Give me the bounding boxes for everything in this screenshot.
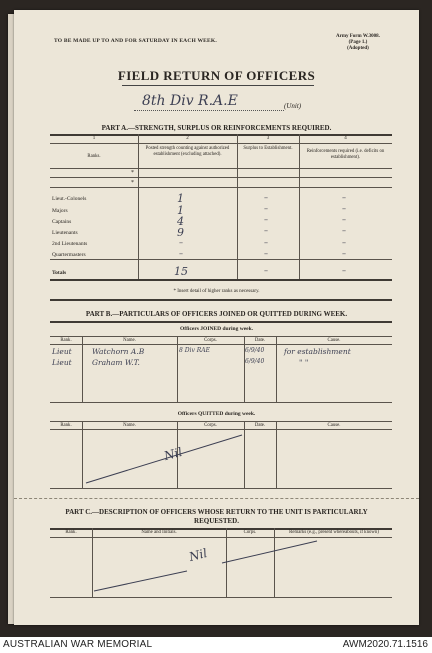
footer-accession-number: AWM2020.71.1516 xyxy=(342,639,428,650)
reinforcement-value: – xyxy=(342,226,346,235)
rank-label: Captains xyxy=(52,219,72,225)
part-b-heading: PART B.—PARTICULARS OF OFFICERS JOINED OR QUITTED DURING WEEK. xyxy=(85,310,348,318)
col-head-posted: Posted strength counting against authorized establishment (excluding attached). xyxy=(145,146,230,157)
posted-value: – xyxy=(179,249,183,258)
part-a-totals-rule xyxy=(50,259,392,260)
unit-dotted-line xyxy=(134,110,284,111)
reinforcement-value: – xyxy=(342,215,346,224)
part-a-footnote: * Insert detail of higher ranks as necessary. xyxy=(173,289,260,294)
joined-col-date: Date. xyxy=(254,338,266,343)
totals-surplus-value: – xyxy=(264,266,268,275)
col-head-surplus: Surplus to Establishment. xyxy=(243,146,293,151)
star-marker-1: * xyxy=(131,170,134,176)
rank-label: Lieut.-Colonels xyxy=(52,196,87,202)
part-a-footnote-rule xyxy=(50,299,392,301)
unit-value: 8th Div R.A.E xyxy=(142,93,238,109)
part-c-col-name: Name and Initials. xyxy=(141,530,177,535)
form-page xyxy=(14,10,419,625)
surplus-value: – xyxy=(264,215,268,224)
col-number-2: 2 xyxy=(186,136,189,141)
joined-col-corps: Corps. xyxy=(204,338,217,343)
rank-label: Majors xyxy=(52,208,68,214)
col-number-4: 4 xyxy=(344,136,347,141)
part-a-star-rule-1 xyxy=(50,177,392,178)
quitted-divider xyxy=(276,421,277,488)
posted-value: – xyxy=(179,238,183,247)
army-form-label: Army Form W.3008. xyxy=(336,34,380,39)
part-c-nil: Nil xyxy=(187,546,209,564)
posted-value: 9 xyxy=(177,226,184,239)
totals-posted-value: 15 xyxy=(174,265,188,278)
totals-reinforcement-value: – xyxy=(342,266,346,275)
top-note: TO BE MADE UP TO AND FOR SATURDAY IN EACH WEEK. xyxy=(54,38,217,44)
army-form-page: (Page 1.) xyxy=(348,40,368,45)
star-marker-2: * xyxy=(131,180,134,186)
surplus-value: – xyxy=(264,249,268,258)
reinforcement-value: – xyxy=(342,249,346,258)
part-a-head-rule xyxy=(50,168,392,169)
part-a-star-rule-2 xyxy=(50,187,392,188)
joined-bottom-rule xyxy=(50,402,392,403)
unit-label: (Unit) xyxy=(284,102,302,110)
part-a-col-divider-2 xyxy=(237,134,238,279)
col-head-ranks: Ranks. xyxy=(87,154,101,159)
part-c-col-corps: Corps. xyxy=(243,530,257,535)
part-a-bottom-rule xyxy=(50,279,392,281)
surplus-value: – xyxy=(264,204,268,213)
joined-date: 6/9/40 xyxy=(245,347,265,354)
joined-top-rule xyxy=(50,336,392,337)
joined-head-rule xyxy=(50,344,392,345)
col-number-1: 1 xyxy=(92,136,96,141)
posted-value: 1 xyxy=(177,204,184,217)
reinforcement-value: – xyxy=(342,238,346,247)
joined-col-rank: Rank. xyxy=(60,338,72,343)
surplus-value: – xyxy=(264,238,268,247)
part-b-rule xyxy=(50,321,392,323)
reinforcement-value: – xyxy=(342,193,346,202)
part-c-heading-1: PART C.—DESCRIPTION OF OFFICERS WHOSE RETURN TO THE UNIT IS PARTICULARLY xyxy=(65,508,368,516)
quitted-title: Officers QUITTED during week. xyxy=(177,411,256,417)
joined-date: 6/9/40 xyxy=(245,358,265,365)
surplus-value: – xyxy=(264,193,268,202)
quitted-bottom-rule xyxy=(50,488,392,489)
joined-name: Watchorn A.B xyxy=(92,347,145,356)
joined-cause: " " xyxy=(299,358,309,367)
quitted-col-cause: Cause. xyxy=(327,423,341,428)
quitted-top-rule xyxy=(50,421,392,422)
army-form-adopted: (Adopted) xyxy=(347,46,369,51)
rank-label: Quartermasters xyxy=(52,252,86,258)
form-title: FIELD RETURN OF OFFICERS xyxy=(117,68,316,83)
joined-col-cause: Cause. xyxy=(327,338,341,343)
rank-label: Lieutenants xyxy=(52,230,78,236)
joined-rank: Lieut xyxy=(52,358,72,367)
title-underline xyxy=(122,85,314,86)
part-c-heading-2: REQUESTED. xyxy=(194,517,239,525)
joined-name: Graham W.T. xyxy=(92,358,140,367)
joined-divider xyxy=(177,336,178,402)
col-number-3: 3 xyxy=(266,136,270,141)
joined-divider xyxy=(82,336,83,402)
part-a-heading: PART A.—STRENGTH, SURPLUS OR REINFORCEMENTS REQUIRED. xyxy=(101,124,332,132)
quitted-col-rank: Rank. xyxy=(60,423,72,428)
joined-divider xyxy=(244,336,245,402)
quitted-nil: Nil xyxy=(162,444,184,464)
part-c-nil-strike xyxy=(92,537,322,597)
quitted-col-corps: Corps. xyxy=(204,423,217,428)
quitted-col-date: Date. xyxy=(254,423,266,428)
surplus-value: – xyxy=(264,226,268,235)
joined-title: Officers JOINED during week. xyxy=(179,326,254,332)
posted-value: 4 xyxy=(177,215,184,228)
part-a-col-divider-3 xyxy=(299,134,300,279)
col-head-reinforcements: Reinforcements required (i.e. deficits on establishment). xyxy=(306,149,385,160)
reinforcement-value: – xyxy=(342,204,346,213)
joined-cause: for establishment xyxy=(284,347,351,356)
rank-label: 2nd Lieutenants xyxy=(52,241,88,247)
army-form-number xyxy=(336,34,380,52)
joined-divider xyxy=(276,336,277,402)
perforation-line xyxy=(14,498,419,499)
quitted-col-name: Name. xyxy=(123,423,136,428)
posted-value: 1 xyxy=(177,192,184,205)
joined-rank: Lieut xyxy=(52,347,72,356)
totals-label: Totals xyxy=(52,270,67,276)
part-c-col-rank: Rank. xyxy=(65,530,77,535)
joined-corps: 8 Div RAE xyxy=(179,347,210,354)
footer-source: AUSTRALIAN WAR MEMORIAL xyxy=(3,639,153,650)
part-c-col-remarks: Remarks (e.g., present whereabouts, if known) xyxy=(289,530,379,535)
part-a-colnum-rule xyxy=(50,143,392,144)
part-a-col-divider-1 xyxy=(138,134,139,279)
archive-footer xyxy=(0,637,432,653)
part-c-bottom-rule xyxy=(50,597,392,598)
joined-col-name: Name. xyxy=(123,338,136,343)
